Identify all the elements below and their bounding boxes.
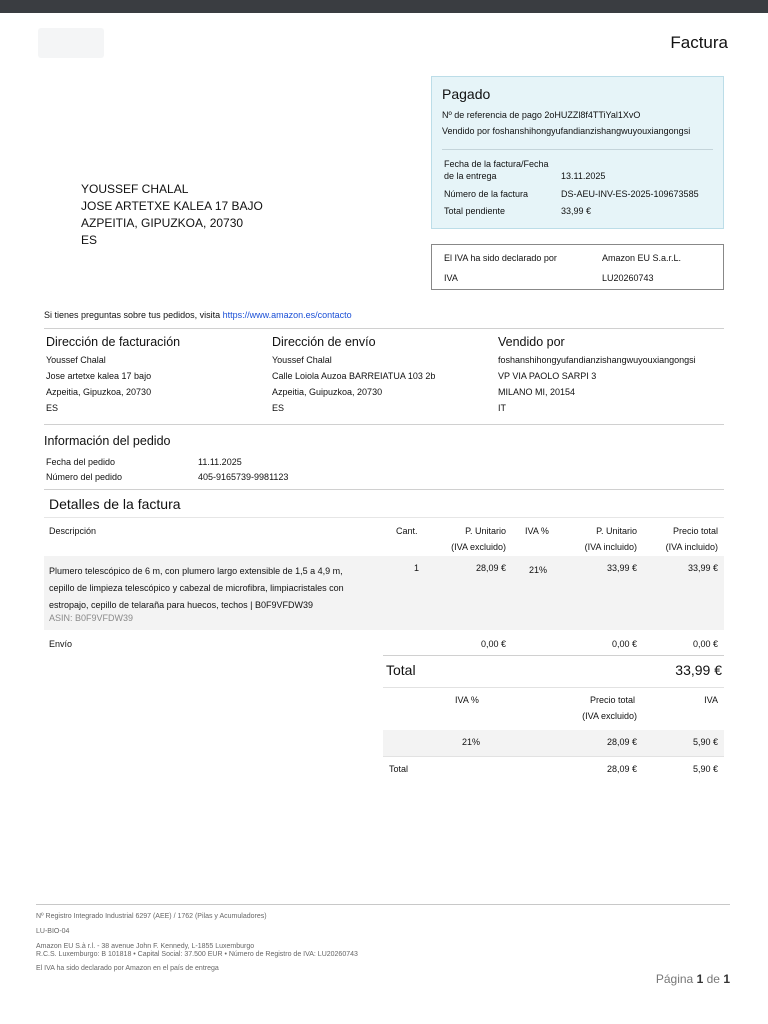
item-unit-inc: 33,99 € xyxy=(606,563,637,573)
shipping-unit-inc: 0,00 € xyxy=(611,639,637,649)
shipping-label: Envío xyxy=(49,639,73,649)
footer-vat-note: El IVA ha sido declarado por Amazon en el país de entrega xyxy=(36,965,219,972)
vat-declared-value: Amazon EU S.a.r.L. xyxy=(602,253,682,263)
vat-summary-rate: 21% xyxy=(462,737,481,747)
shipping-total: 0,00 € xyxy=(692,639,718,649)
customer-address xyxy=(81,181,263,249)
grand-total-value: 33,99 € xyxy=(675,662,722,678)
invoice-date-label: Fecha de la factura/Fecha de la entrega xyxy=(444,159,549,181)
address-line: Youssef Chalal xyxy=(272,355,332,365)
order-number-value: 405-9165739-9981123 xyxy=(198,472,289,482)
customer-line: JOSE ARTETXE KALEA 17 BAJO xyxy=(81,199,263,213)
col-vat: IVA % xyxy=(525,526,549,536)
address-line: ES xyxy=(46,403,59,413)
invoice-title: Factura xyxy=(670,33,728,52)
shipping-address xyxy=(272,352,435,416)
item-quantity: 1 xyxy=(414,563,420,573)
invoice-date-value: 13.11.2025 xyxy=(561,171,606,181)
address-line: Jose artetxe kalea 17 bajo xyxy=(46,371,152,381)
top-bar xyxy=(0,0,768,13)
col-unit-inc-sub: (IVA incluido) xyxy=(584,542,637,552)
order-info-title: Información del pedido xyxy=(44,434,171,448)
table-row xyxy=(44,556,724,630)
vat-declared-label: El IVA ha sido declarado por xyxy=(444,253,557,263)
invoice-details-title: Detalles de la factura xyxy=(49,496,181,512)
col-total-sub: (IVA incluido) xyxy=(665,542,718,552)
address-line: foshanshihongyufandianzishangwuyouxiangongsi xyxy=(498,355,696,365)
vat-declared-box xyxy=(431,244,724,290)
page-separator: de xyxy=(706,972,720,986)
item-description-line: Plumero telescópico de 6 m, con plumero largo extensible de 1,5 a 4,9 m, xyxy=(49,566,343,576)
invoice-number-label: Número de la factura xyxy=(444,189,529,199)
divider xyxy=(44,489,724,490)
item-asin: ASIN: B0F9VFDW39 xyxy=(49,613,134,623)
customer-line: ES xyxy=(81,233,98,247)
divider xyxy=(442,149,713,150)
footer-bio: LU-BIO-04 xyxy=(36,928,70,935)
item-description xyxy=(49,563,344,614)
page-indicator xyxy=(656,972,730,986)
vat-total-amount: 28,09 € xyxy=(606,764,637,774)
total-pending-label: Total pendiente xyxy=(444,206,506,216)
payment-reference: Nº de referencia de pago 2oHUZZl8f4TTiYal1XvO xyxy=(442,110,641,120)
col-unit-ex: P. Unitario xyxy=(465,526,506,536)
shipping-title: Dirección de envío xyxy=(272,335,376,349)
col-unit-inc: P. Unitario xyxy=(596,526,637,536)
col-quantity: Cant. xyxy=(396,526,418,536)
order-date-value: 11.11.2025 xyxy=(198,457,242,467)
address-line: Azpeitia, Guipuzkoa, 20730 xyxy=(272,387,383,397)
order-date-label: Fecha del pedido xyxy=(46,457,116,467)
col-unit-ex-sub: (IVA excluido) xyxy=(451,542,506,552)
vat-summary-col-total-sub: (IVA excluido) xyxy=(582,711,637,721)
customer-line: AZPEITIA, GIPUZKOA, 20730 xyxy=(81,216,244,230)
invoice-number-value: DS-AEU-INV-ES-2025-109673585 xyxy=(561,189,699,199)
payment-sold-by: Vendido por foshanshihongyufandianzishangwuyouxiangongsi xyxy=(442,126,691,136)
divider xyxy=(383,655,724,656)
vat-summary-iva: 5,90 € xyxy=(692,737,718,747)
payment-status: Pagado xyxy=(442,86,491,102)
payment-status-box xyxy=(431,76,724,229)
divider xyxy=(36,904,730,905)
logo-placeholder xyxy=(38,28,104,58)
divider xyxy=(44,328,724,329)
item-vat: 21% xyxy=(529,565,548,575)
contact-line xyxy=(44,310,352,320)
vat-summary-total: 28,09 € xyxy=(606,737,637,747)
col-description: Descripción xyxy=(49,526,97,536)
item-total: 33,99 € xyxy=(687,563,718,573)
invoice-table-header xyxy=(44,518,724,556)
seller-title: Vendido por xyxy=(498,335,565,349)
address-line: MILANO MI, 20154 xyxy=(498,387,576,397)
total-pending-value: 33,99 € xyxy=(561,206,592,216)
vat-summary-col-vat: IVA % xyxy=(455,695,479,705)
divider xyxy=(383,687,724,688)
vat-summary-row xyxy=(383,730,724,756)
divider xyxy=(44,424,724,425)
page-prefix: Página xyxy=(655,972,694,986)
vat-summary-col-iva: IVA xyxy=(704,695,718,705)
billing-address xyxy=(46,352,151,416)
item-unit-ex: 28,09 € xyxy=(475,563,506,573)
page-total: 1 xyxy=(723,972,730,986)
vat-total-label: Total xyxy=(389,764,409,774)
item-description-line: estropajo, cepillo de telaraña para huecos, techos | B0F9VFDW39 xyxy=(49,600,313,610)
address-line: IT xyxy=(498,403,506,413)
item-description-line: cepillo de limpieza telescópico y cabezal de microfibra, limpiacristales con xyxy=(49,583,344,593)
order-number-label: Número del pedido xyxy=(46,472,123,482)
page-number: 1 xyxy=(696,972,704,986)
address-line: Youssef Chalal xyxy=(46,355,106,365)
address-line: ES xyxy=(272,403,285,413)
col-total: Precio total xyxy=(672,526,718,536)
address-line: Azpeitia, Gipuzkoa, 20730 xyxy=(46,387,152,397)
footer-registry: Nº Registro Integrado Industrial 6297 (AEE) / 1762 (Pilas y Acumuladores) xyxy=(36,913,267,920)
contact-text: Si tienes preguntas sobre tus pedidos, visita xyxy=(44,310,221,320)
vat-total-iva: 5,90 € xyxy=(692,764,718,774)
vat-number-label: IVA xyxy=(444,273,458,283)
customer-line: YOUSSEF CHALAL xyxy=(81,182,189,196)
footer-rcs: R.C.S. Luxemburgo: B 101818 • Capital Social: 37.500 EUR • Número de Registro de IVA: LU20260743 xyxy=(36,951,358,958)
address-line: VP VIA PAOLO SARPI 3 xyxy=(498,371,597,381)
address-line: Calle Loiola Auzoa BARREIATUA 103 2b xyxy=(272,371,436,381)
contact-link[interactable]: https://www.amazon.es/contacto xyxy=(222,310,352,320)
billing-title: Dirección de facturación xyxy=(46,335,181,349)
seller-address xyxy=(498,352,696,416)
footer-company: Amazon EU S.à r.l. - 38 avenue John F. Kennedy, L-1855 Luxemburgo xyxy=(36,943,255,950)
shipping-unit-ex: 0,00 € xyxy=(480,639,506,649)
vat-summary-col-total: Precio total xyxy=(589,695,635,705)
divider xyxy=(383,756,724,757)
vat-number-value: LU20260743 xyxy=(602,273,654,283)
grand-total-label: Total xyxy=(386,662,416,678)
